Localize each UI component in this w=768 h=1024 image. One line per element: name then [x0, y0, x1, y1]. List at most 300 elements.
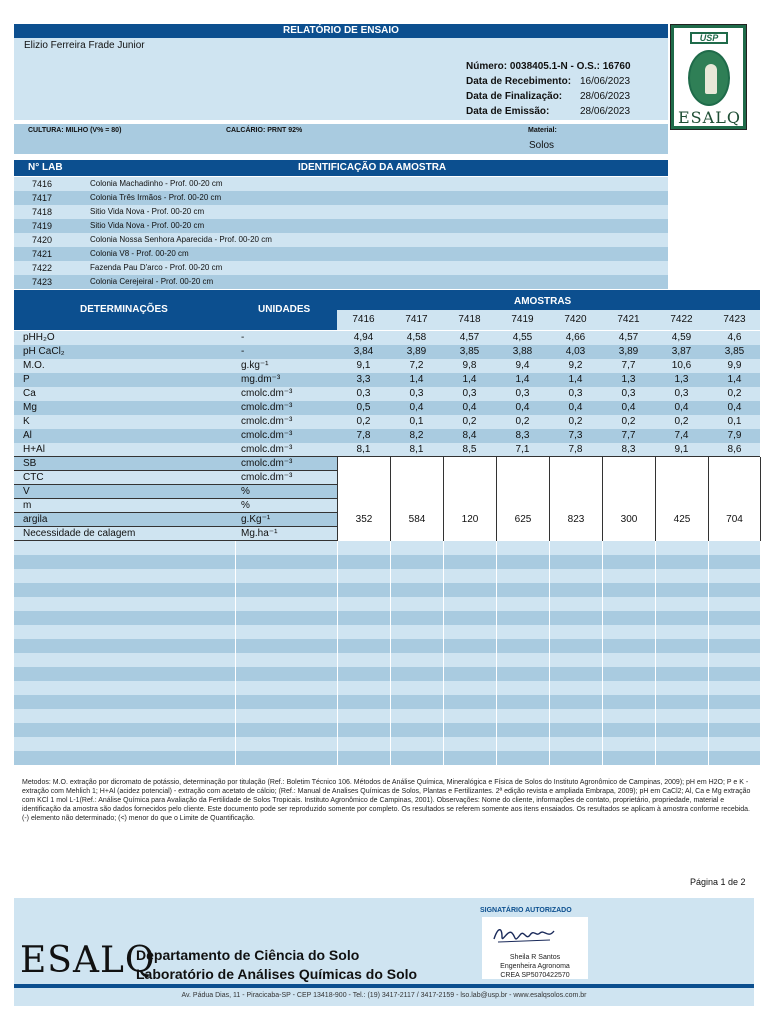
sample-description: Colonia Três Irmãos - Prof. 00-20 cm [90, 193, 222, 202]
empty-table-cell-divider [708, 569, 709, 583]
determination-value: 0,3 [621, 388, 636, 399]
determination-unit: cmolc.dm⁻³ [241, 402, 293, 413]
determination-name: SB [23, 458, 37, 469]
empty-table-cell-divider [549, 653, 550, 667]
limestone-label: CALCÁRIO: PRNT 92% [226, 127, 303, 134]
determination-value: 8,5 [462, 444, 477, 455]
sample-id-row [14, 233, 668, 247]
samples-title: AMOSTRAS [514, 296, 572, 307]
empty-table-cell-divider [390, 625, 391, 639]
determination-value [390, 527, 443, 541]
empty-table-cell-divider [549, 695, 550, 709]
empty-table-cell-divider [337, 723, 338, 737]
empty-table-cell-divider [235, 751, 236, 765]
empty-table-cell-divider [443, 555, 444, 569]
footer-address: Av. Pádua Dias, 11 - Piracicaba-SP - CEP 13418-900 - Tel.: (19) 3417-2117 / 3417-2159 - lso.lab@usp.br - www.esalqsolos.com.br [181, 992, 587, 999]
determination-value: 9,8 [462, 360, 477, 371]
empty-table-cell-divider [496, 625, 497, 639]
determination-value: 4,03 [565, 346, 586, 357]
determination-unit: cmolc.dm⁻³ [241, 388, 293, 399]
determination-value: 0,2 [727, 388, 742, 399]
empty-table-cell-divider [655, 737, 656, 751]
empty-table-cell-divider [549, 737, 550, 751]
identification-header [14, 160, 668, 176]
empty-table-cell-divider [549, 751, 550, 765]
empty-table-cell-divider [443, 695, 444, 709]
determination-name: V [23, 486, 30, 497]
determination-name: CTC [23, 472, 44, 483]
empty-table-cell-divider [337, 555, 338, 569]
determination-row [14, 373, 760, 387]
determination-value: 0,4 [462, 402, 477, 413]
report-number: Número: 0038405.1-N - O.S.: 16760 [466, 61, 631, 72]
determination-value: 8,1 [409, 444, 424, 455]
sample-column-header: 7423 [723, 314, 746, 325]
sample-column-header: 7419 [511, 314, 534, 325]
empty-table-row [14, 667, 760, 681]
determination-row [14, 499, 760, 513]
esalq-usp-logo [670, 24, 747, 130]
determination-value [549, 499, 602, 513]
determination-name: K [23, 416, 30, 427]
empty-table-cell-divider [390, 695, 391, 709]
determination-value: 4,94 [353, 332, 374, 343]
determination-value [390, 471, 443, 485]
determination-value: 0,2 [568, 416, 583, 427]
determination-value: 1,4 [727, 374, 742, 385]
determination-value: 1,4 [409, 374, 424, 385]
determination-value: 0,1 [727, 416, 742, 427]
empty-table-cell-divider [443, 625, 444, 639]
sample-column-header: 7420 [564, 314, 587, 325]
determination-value: 8,3 [621, 444, 636, 455]
determination-value [602, 471, 655, 485]
empty-table-cell-divider [390, 583, 391, 597]
determination-value [708, 471, 761, 485]
determination-value: 9,2 [568, 360, 583, 371]
empty-table-cell-divider [549, 597, 550, 611]
determination-value: 8,6 [727, 444, 742, 455]
empty-table-cell-divider [443, 541, 444, 555]
empty-table-cell-divider [602, 541, 603, 555]
determination-value: 1,4 [568, 374, 583, 385]
empty-table-cell-divider [496, 569, 497, 583]
sample-id-row [14, 219, 668, 233]
empty-table-cell-divider [390, 597, 391, 611]
empty-table-row [14, 709, 760, 723]
received-date: 16/06/2023 [580, 76, 631, 87]
empty-table-cell-divider [443, 611, 444, 625]
empty-table-cell-divider [235, 653, 236, 667]
empty-table-cell-divider [235, 737, 236, 751]
determination-value: 0,3 [674, 388, 689, 399]
determination-value: 0,4 [515, 402, 530, 413]
empty-table-cell-divider [708, 611, 709, 625]
empty-table-area [14, 541, 760, 765]
empty-table-row [14, 569, 760, 583]
empty-table-cell-divider [602, 695, 603, 709]
empty-table-cell-divider [390, 667, 391, 681]
determination-value [602, 457, 655, 471]
empty-table-cell-divider [235, 667, 236, 681]
determination-value: 4,58 [406, 332, 427, 343]
empty-table-cell-divider [235, 639, 236, 653]
determination-row [14, 457, 760, 471]
empty-table-cell-divider [708, 695, 709, 709]
empty-table-row [14, 583, 760, 597]
determination-row [14, 387, 760, 401]
footer-rule [14, 984, 754, 988]
empty-table-cell-divider [337, 569, 338, 583]
signatory-info [486, 953, 584, 980]
determination-value [549, 471, 602, 485]
empty-table-row [14, 625, 760, 639]
sample-description: Sitio Vida Nova - Prof. 00-20 cm [90, 207, 205, 216]
determination-value: 1,3 [621, 374, 636, 385]
empty-table-cell-divider [235, 583, 236, 597]
empty-table-cell-divider [496, 737, 497, 751]
determination-value: 4,55 [512, 332, 533, 343]
determination-value [708, 457, 761, 471]
empty-table-cell-divider [337, 639, 338, 653]
report-meta [466, 59, 631, 119]
empty-table-cell-divider [337, 583, 338, 597]
empty-table-row [14, 737, 760, 751]
footer-institution [136, 946, 417, 984]
determination-value: 9,4 [515, 360, 530, 371]
empty-table-cell-divider [337, 695, 338, 709]
empty-table-cell-divider [443, 737, 444, 751]
empty-table-cell-divider [655, 611, 656, 625]
department-name: Departamento de Ciência do Solo [136, 947, 360, 963]
determination-value: 7,7 [621, 360, 636, 371]
empty-table-cell-divider [390, 709, 391, 723]
empty-table-row [14, 723, 760, 737]
empty-table-cell-divider [496, 541, 497, 555]
empty-table-cell-divider [708, 639, 709, 653]
received-label: Data de Recebimento: [466, 76, 572, 87]
units-title: UNIDADES [258, 304, 311, 315]
empty-table-cell-divider [390, 541, 391, 555]
empty-table-cell-divider [602, 709, 603, 723]
determination-value: 3,3 [356, 374, 371, 385]
empty-table-cell-divider [708, 681, 709, 695]
empty-table-cell-divider [655, 681, 656, 695]
empty-table-cell-divider [337, 681, 338, 695]
empty-table-cell-divider [549, 555, 550, 569]
empty-table-cell-divider [549, 667, 550, 681]
determination-value: 584 [390, 513, 443, 527]
empty-table-cell-divider [708, 583, 709, 597]
empty-table-cell-divider [602, 737, 603, 751]
empty-table-cell-divider [708, 737, 709, 751]
empty-table-cell-divider [655, 625, 656, 639]
empty-table-cell-divider [496, 639, 497, 653]
determination-value: 120 [443, 513, 496, 527]
determination-unit: % [241, 486, 250, 497]
empty-table-cell-divider [496, 681, 497, 695]
empty-table-cell-divider [337, 653, 338, 667]
sample-id-row [14, 205, 668, 219]
determination-value: 1,4 [515, 374, 530, 385]
determination-value [708, 499, 761, 513]
empty-table-cell-divider [708, 723, 709, 737]
empty-table-cell-divider [549, 611, 550, 625]
empty-table-cell-divider [549, 625, 550, 639]
finished-label: Data de Finalização: [466, 91, 563, 102]
empty-table-cell-divider [708, 541, 709, 555]
empty-table-cell-divider [235, 723, 236, 737]
empty-table-cell-divider [337, 541, 338, 555]
determination-value: 9,1 [674, 444, 689, 455]
empty-table-cell-divider [235, 597, 236, 611]
sample-lab-number: 7420 [32, 235, 53, 245]
esalq-logo-text: ESALQ [678, 108, 741, 127]
determination-value: 3,88 [512, 346, 533, 357]
determination-value: 0,3 [356, 388, 371, 399]
determination-row [14, 485, 760, 499]
determination-value [496, 471, 549, 485]
empty-table-cell-divider [337, 709, 338, 723]
sample-id-row [14, 191, 668, 205]
sample-columns-header [337, 310, 760, 330]
determination-value: 7,8 [568, 444, 583, 455]
empty-table-cell-divider [549, 681, 550, 695]
empty-table-cell-divider [655, 709, 656, 723]
sample-lab-number: 7419 [32, 221, 53, 231]
empty-table-cell-divider [496, 695, 497, 709]
sample-id-row [14, 261, 668, 275]
esalq-footer-logo: ESALQ [20, 940, 156, 981]
empty-table-cell-divider [496, 653, 497, 667]
report-title: RELATÓRIO DE ENSAIO [14, 24, 668, 38]
empty-table-cell-divider [602, 555, 603, 569]
determination-value: 704 [708, 513, 761, 527]
empty-table-cell-divider [235, 625, 236, 639]
determination-value [655, 527, 708, 541]
material-label: Material: [528, 127, 557, 134]
determination-value: 7,9 [727, 430, 742, 441]
empty-table-cell-divider [496, 709, 497, 723]
signature-box [482, 917, 588, 979]
sample-lab-number: 7421 [32, 249, 53, 259]
empty-table-cell-divider [549, 541, 550, 555]
empty-table-cell-divider [235, 695, 236, 709]
signatory-name: Sheila R Santos [509, 954, 561, 961]
determination-unit: g.Kg⁻¹ [241, 514, 271, 525]
empty-table-cell-divider [390, 653, 391, 667]
empty-table-cell-divider [443, 639, 444, 653]
empty-table-cell-divider [390, 569, 391, 583]
determination-value [549, 457, 602, 471]
determination-name: pHH₂O [23, 332, 55, 343]
sample-description: Colonia Cerejeiral - Prof. 00-20 cm [90, 277, 214, 286]
determination-value [337, 499, 390, 513]
determination-row [14, 443, 760, 457]
empty-table-cell-divider [337, 597, 338, 611]
empty-table-cell-divider [655, 751, 656, 765]
material-value: Solos [529, 140, 555, 151]
determination-value [337, 485, 390, 499]
empty-table-cell-divider [708, 653, 709, 667]
determination-name: pH CaCl₂ [23, 346, 65, 357]
determination-value [708, 485, 761, 499]
determination-value: 300 [602, 513, 655, 527]
determination-row [14, 471, 760, 485]
determination-value [708, 527, 761, 541]
determination-value [390, 485, 443, 499]
determination-value [496, 485, 549, 499]
sample-column-header: 7418 [458, 314, 481, 325]
determination-value [602, 485, 655, 499]
empty-table-cell-divider [496, 597, 497, 611]
determination-value [443, 471, 496, 485]
determination-value: 9,9 [727, 360, 742, 371]
page-number: Página 1 de 2 [690, 877, 746, 887]
determination-value: 0,3 [462, 388, 477, 399]
empty-table-row [14, 611, 760, 625]
empty-table-cell-divider [655, 555, 656, 569]
sample-lab-number: 7422 [32, 263, 53, 273]
determination-value: 425 [655, 513, 708, 527]
determination-unit: cmolc.dm⁻³ [241, 444, 293, 455]
finished-date: 28/06/2023 [580, 91, 631, 102]
empty-table-cell-divider [602, 569, 603, 583]
empty-table-cell-divider [655, 695, 656, 709]
sample-description: Sitio Vida Nova - Prof. 00-20 cm [90, 221, 205, 230]
determination-value: 0,2 [515, 416, 530, 427]
determination-value [496, 527, 549, 541]
empty-table-cell-divider [235, 681, 236, 695]
determination-row [14, 345, 760, 359]
empty-table-cell-divider [443, 681, 444, 695]
empty-table-cell-divider [390, 681, 391, 695]
empty-table-cell-divider [390, 751, 391, 765]
determination-value [496, 457, 549, 471]
empty-table-cell-divider [602, 667, 603, 681]
determination-value: 0,3 [568, 388, 583, 399]
determination-value: 8,3 [515, 430, 530, 441]
seal-icon [688, 50, 730, 106]
determination-value: 1,3 [674, 374, 689, 385]
empty-table-row [14, 555, 760, 569]
determination-value: 0,3 [409, 388, 424, 399]
determination-value [602, 499, 655, 513]
sample-description: Colonia V8 - Prof. 00-20 cm [90, 249, 189, 258]
empty-table-cell-divider [337, 667, 338, 681]
determination-value [655, 485, 708, 499]
empty-table-cell-divider [337, 611, 338, 625]
determination-value [655, 499, 708, 513]
sample-description: Fazenda Pau D'arco - Prof. 00-20 cm [90, 263, 223, 272]
sample-column-header: 7421 [617, 314, 640, 325]
determination-name: H+Al [23, 444, 45, 455]
determination-row [14, 331, 760, 345]
determination-value: 3,87 [671, 346, 692, 357]
determination-value [337, 457, 390, 471]
laboratory-name: Laboratório de Análises Químicas do Solo [136, 966, 418, 982]
determination-value: 4,66 [565, 332, 586, 343]
determination-value: 352 [337, 513, 390, 527]
lab-number-header: N° LAB [28, 162, 63, 173]
empty-table-cell-divider [337, 625, 338, 639]
determination-value [443, 499, 496, 513]
determination-value: 0,5 [356, 402, 371, 413]
empty-table-cell-divider [549, 709, 550, 723]
determination-unit: cmolc.dm⁻³ [241, 472, 293, 483]
empty-table-cell-divider [708, 751, 709, 765]
empty-table-cell-divider [443, 667, 444, 681]
sample-description: Colonia Nossa Senhora Aparecida - Prof. 00-20 cm [90, 235, 272, 244]
empty-table-cell-divider [655, 723, 656, 737]
empty-table-cell-divider [602, 653, 603, 667]
empty-table-cell-divider [549, 569, 550, 583]
determination-value: 4,6 [727, 332, 742, 343]
determination-name: Al [23, 430, 32, 441]
sample-lab-number: 7418 [32, 207, 53, 217]
determination-value: 0,3 [515, 388, 530, 399]
empty-table-cell-divider [496, 667, 497, 681]
determination-unit: Mg.ha⁻¹ [241, 528, 278, 539]
determination-value: 1,4 [462, 374, 477, 385]
empty-table-row [14, 653, 760, 667]
determination-value: 8,1 [356, 444, 371, 455]
empty-table-cell-divider [655, 639, 656, 653]
determination-name: Mg [23, 402, 37, 413]
empty-table-cell-divider [496, 583, 497, 597]
empty-table-cell-divider [390, 723, 391, 737]
culture-bar [14, 124, 668, 154]
determination-value: 0,2 [356, 416, 371, 427]
determination-value: 8,4 [462, 430, 477, 441]
empty-table-cell-divider [496, 611, 497, 625]
determination-name: M.O. [23, 360, 45, 371]
determination-unit: g.kg⁻¹ [241, 360, 269, 371]
determination-value: 0,4 [621, 402, 636, 413]
empty-table-cell-divider [549, 639, 550, 653]
empty-table-cell-divider [708, 597, 709, 611]
determination-value [655, 457, 708, 471]
empty-table-row [14, 597, 760, 611]
determination-value: 625 [496, 513, 549, 527]
empty-table-cell-divider [235, 541, 236, 555]
empty-table-cell-divider [496, 555, 497, 569]
determination-unit: mg.dm⁻³ [241, 374, 281, 385]
empty-table-cell-divider [655, 667, 656, 681]
determination-unit: - [241, 332, 245, 343]
empty-table-cell-divider [655, 569, 656, 583]
determination-name: argila [23, 514, 48, 525]
determination-row [14, 415, 760, 429]
empty-table-cell-divider [337, 737, 338, 751]
empty-table-cell-divider [337, 751, 338, 765]
issued-date: 28/06/2023 [580, 106, 631, 117]
empty-table-cell-divider [235, 709, 236, 723]
determination-value [443, 457, 496, 471]
sample-lab-number: 7423 [32, 277, 53, 287]
empty-table-cell-divider [708, 555, 709, 569]
usp-logo-text: USP [690, 32, 728, 44]
empty-table-cell-divider [443, 569, 444, 583]
sample-id-header: IDENTIFICAÇÃO DA AMOSTRA [298, 162, 447, 173]
determination-value: 3,89 [406, 346, 427, 357]
empty-table-cell-divider [443, 751, 444, 765]
determination-value: 10,6 [671, 360, 692, 371]
determination-value [390, 499, 443, 513]
determination-value: 4,57 [618, 332, 639, 343]
determination-value: 0,1 [409, 416, 424, 427]
sample-lab-number: 7417 [32, 193, 53, 203]
